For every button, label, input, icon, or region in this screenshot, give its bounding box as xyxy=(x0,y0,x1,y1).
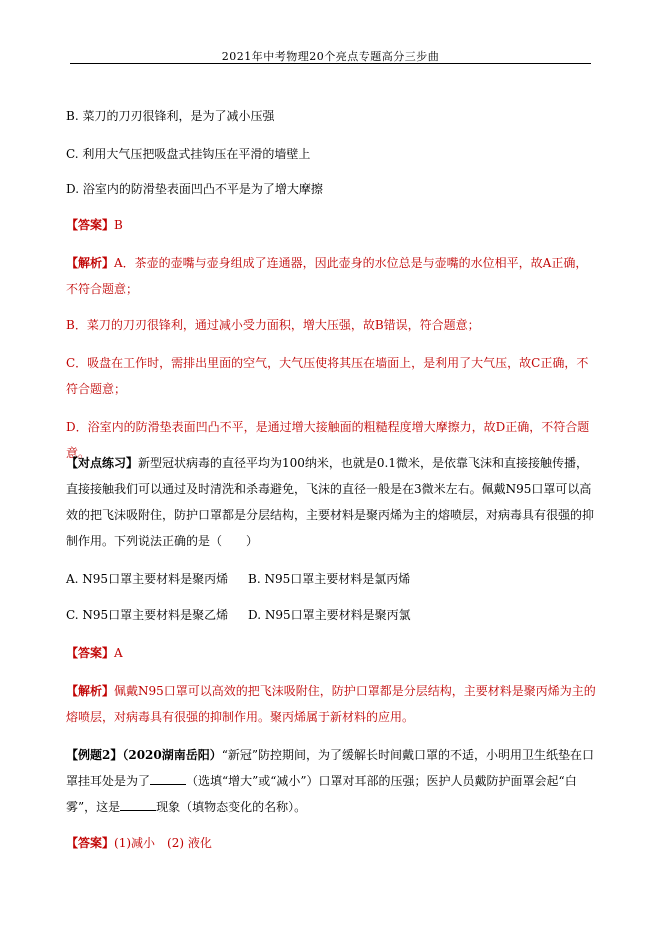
analysis-1-d: D．浴室内的防滑垫表面凹凸不平，是通过增大接触面的粗糙程度增大摩擦力，故D正确，不符合题意。 xyxy=(66,420,590,460)
answer-2-tag: 【答案】 xyxy=(66,646,115,660)
practice-text: 新型冠状病毒的直径平均为100纳米，也就是0.1微米，是依靠飞沫和直接接触传播，直接接触我们可以通过及时清洗和杀毒避免，飞沫的直径一般是在3微米左右。佩戴N95口罩可以高效的把飞沫吸附住，防护口罩都是分层结构，主要材料是聚丙烯为主的熔喷层，对病毒具有很强的抑制作用。下列说法正确的是（ ） xyxy=(66,456,595,548)
practice-tag: 【对点练习】 xyxy=(66,456,139,470)
header-rule xyxy=(70,63,591,64)
answer-1-tag: 【答案】 xyxy=(66,218,115,232)
practice-option-c: C. N95口罩主要材料是聚乙烯 xyxy=(66,608,229,622)
analysis-2-text: 佩戴N95口罩可以高效的把飞沫吸附住，防护口罩都是分层结构，主要材料是聚丙烯为主的熔喷层，对病毒具有很强的抑制作用。聚丙烯属于新材料的应用。 xyxy=(66,684,596,724)
practice-question xyxy=(66,450,598,554)
answer-3-value: (1)减小 (2) 液化 xyxy=(114,836,212,850)
example-2-text-2: （选填“增大”或“减小”）口罩对耳部的压强；医护人员戴防护面罩会起“白雾”，这是 xyxy=(66,774,577,814)
analysis-1-c: C．吸盘在工作时，需排出里面的空气，大气压使将其压在墙面上，是利用了大气压，故C正确，不符合题意； xyxy=(66,356,589,396)
practice-options-row-1 xyxy=(66,566,598,592)
example-2-source: （2020湖南岳阳） xyxy=(122,748,222,762)
example-2-tag: 【例题2】 xyxy=(66,748,123,762)
answer-3 xyxy=(66,830,598,856)
blank-2 xyxy=(120,798,156,811)
page-header: 2021年中考物理20个亮点专题高分三步曲 xyxy=(221,50,440,63)
answer-2-value: A xyxy=(114,646,123,660)
answer-2 xyxy=(66,640,598,666)
answer-3-tag: 【答案】 xyxy=(66,836,115,850)
analysis-1-a xyxy=(66,250,598,302)
option-d-prev: D. 浴室内的防滑垫表面凹凸不平是为了增大摩擦 xyxy=(66,182,323,196)
analysis-1-b: B．菜刀的刀刃很锋利，通过减小受力面积，增大压强，故B错误，符合题意； xyxy=(66,318,480,332)
example-2 xyxy=(66,742,598,820)
option-b-prev: B. 菜刀的刀刃很锋利，是为了减小压强 xyxy=(66,109,275,123)
option-c-prev: C. 利用大气压把吸盘式挂钩压在平滑的墙壁上 xyxy=(66,147,311,161)
answer-1-value: B xyxy=(114,218,123,232)
practice-option-a: A. N95口罩主要材料是聚丙烯 xyxy=(66,572,229,586)
analysis-2-tag: 【解析】 xyxy=(66,684,115,698)
practice-option-d: D. N95口罩主要材料是聚丙氯 xyxy=(248,608,411,622)
analysis-1-tag: 【解析】 xyxy=(66,256,115,270)
practice-option-b: B. N95口罩主要材料是氯丙烯 xyxy=(248,572,411,586)
analysis-2 xyxy=(66,678,598,730)
example-2-text-1: “新冠”防控期间，为了缓解长时间戴口罩的不适，小明用卫生纸垫在口罩挂耳处是为了 xyxy=(66,748,595,788)
analysis-1-a-text: A．茶壶的壶嘴与壶身组成了连通器，因此壶身的水位总是与壶嘴的水位相平，故A正确，不符合题意； xyxy=(66,256,588,296)
practice-options-row-2 xyxy=(66,602,598,628)
example-2-text-3: 现象（填物态变化的名称）。 xyxy=(156,800,307,814)
blank-1 xyxy=(150,772,186,785)
answer-1 xyxy=(66,212,598,238)
